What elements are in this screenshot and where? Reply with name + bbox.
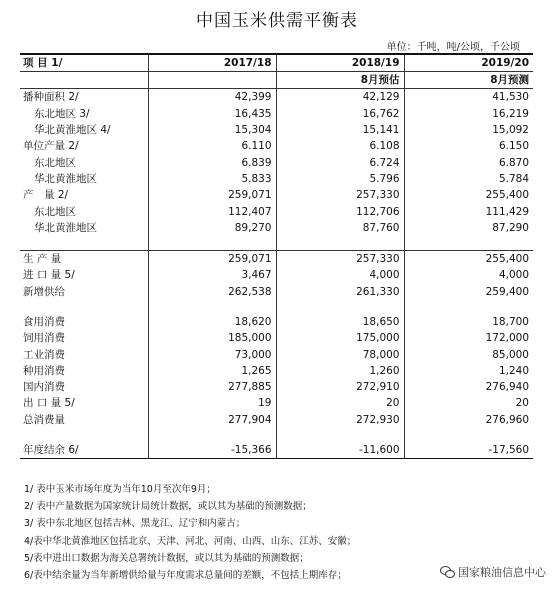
balance-table bbox=[20, 53, 533, 459]
spacer-cell bbox=[20, 236, 148, 251]
spacer-cell bbox=[404, 300, 533, 314]
cell-value: 175,000 bbox=[276, 330, 404, 346]
cell-value: 18,700 bbox=[404, 314, 533, 330]
row-label: 饲用消费 bbox=[23, 332, 65, 345]
cell-value: -11,600 bbox=[276, 442, 404, 459]
spacer-cell bbox=[148, 300, 276, 314]
cell-value: 6.108 bbox=[276, 138, 404, 154]
cell-value: 15,304 bbox=[148, 122, 276, 138]
spacer-row bbox=[20, 236, 533, 251]
spacer-cell bbox=[148, 236, 276, 251]
cell-value: 42,399 bbox=[148, 89, 276, 106]
row-label: 东北地区 bbox=[34, 156, 76, 169]
table-row bbox=[20, 138, 533, 154]
table-row bbox=[20, 284, 533, 300]
spacer-cell bbox=[20, 300, 148, 314]
row-label: 生 产 量 bbox=[20, 250, 148, 267]
cell-value: 4,000 bbox=[404, 267, 533, 283]
cell-value: 73,000 bbox=[148, 346, 276, 362]
cell-value: 276,940 bbox=[404, 379, 533, 395]
subheader-col-2017 bbox=[148, 72, 276, 89]
wechat-icon bbox=[440, 566, 454, 578]
cell-value: 16,435 bbox=[148, 106, 276, 122]
cell-value: 261,330 bbox=[276, 284, 404, 300]
row-label: 食用消费 bbox=[23, 316, 65, 328]
spacer-cell bbox=[276, 236, 404, 251]
cell-value: 272,910 bbox=[276, 379, 404, 395]
cell-value: 5.796 bbox=[276, 171, 404, 187]
row-label: 出 口 量 5/ bbox=[23, 397, 75, 410]
cell-value: -17,560 bbox=[404, 442, 533, 459]
cell-value: 15,092 bbox=[404, 122, 533, 138]
table-row bbox=[20, 442, 533, 459]
header-col-2017: 2017/18 bbox=[148, 54, 276, 72]
row-label: 华北黄淮地区 bbox=[34, 221, 97, 234]
table-row bbox=[20, 379, 533, 395]
row-label: 年度结余 6/ bbox=[20, 442, 148, 459]
cell-value: 112,407 bbox=[148, 203, 276, 219]
cell-value: 257,330 bbox=[276, 250, 404, 267]
header-col-2019: 2019/20 bbox=[404, 54, 533, 72]
cell-value: 111,429 bbox=[404, 203, 533, 219]
unit-note: 单位：千吨，吨/公顷，千公顷 bbox=[386, 42, 520, 53]
table-row bbox=[20, 330, 533, 346]
cell-value: 6.110 bbox=[148, 138, 276, 154]
table-row bbox=[20, 267, 533, 283]
cell-value: 257,330 bbox=[276, 187, 404, 203]
cell-value: 185,000 bbox=[148, 330, 276, 346]
subheader-blank bbox=[20, 72, 148, 89]
header-col-2018: 2018/19 bbox=[276, 54, 404, 72]
row-label: 华北黄淮地区 bbox=[34, 172, 97, 185]
subheader-row bbox=[20, 72, 533, 89]
spacer-cell bbox=[276, 428, 404, 442]
subheader-col-2019: 8月预测 bbox=[404, 72, 533, 89]
table-row bbox=[20, 314, 533, 330]
table-row bbox=[20, 346, 533, 362]
table-row bbox=[20, 203, 533, 219]
cell-value: 15,141 bbox=[276, 122, 404, 138]
row-label: 国内消费 bbox=[23, 381, 65, 394]
table-row bbox=[20, 250, 533, 267]
footnote: 3/ 表中东北地区包括吉林、黑龙江、辽宁和内蒙古； bbox=[24, 518, 246, 530]
row-label: 东北地区 3/ bbox=[34, 107, 90, 120]
cell-value: 6.839 bbox=[148, 154, 276, 170]
table-row bbox=[20, 89, 533, 106]
cell-value: 255,400 bbox=[404, 250, 533, 267]
cell-value: 78,000 bbox=[276, 346, 404, 362]
cell-value: 16,762 bbox=[276, 106, 404, 122]
footnotes bbox=[24, 481, 356, 584]
footnote: 4/表中华北黄淮地区包括北京、天津、河北、河南、山西、山东、江苏、安徽； bbox=[24, 535, 357, 547]
cell-value: 89,270 bbox=[148, 220, 276, 236]
row-label: 种用消费 bbox=[23, 364, 65, 377]
row-label: 新增供给 bbox=[23, 285, 65, 298]
cell-value: 272,930 bbox=[276, 412, 404, 428]
table-row bbox=[20, 412, 533, 428]
row-label: 产 量 2/ bbox=[23, 189, 69, 202]
page-title: 中国玉米供需平衡表 bbox=[196, 11, 358, 31]
cell-value: 1,265 bbox=[148, 363, 276, 379]
table-row bbox=[20, 187, 533, 203]
cell-value: 20 bbox=[276, 395, 404, 411]
cell-value: 259,400 bbox=[404, 284, 533, 300]
cell-value: 5.833 bbox=[148, 171, 276, 187]
spacer-cell bbox=[404, 236, 533, 251]
table-row bbox=[20, 106, 533, 122]
header-item: 项 目 1/ bbox=[20, 54, 148, 72]
cell-value: 276,960 bbox=[404, 412, 533, 428]
spacer-row bbox=[20, 300, 533, 314]
row-label: 进 口 量 5/ bbox=[23, 269, 75, 282]
cell-value: 6.870 bbox=[404, 154, 533, 170]
cell-value: 1,240 bbox=[404, 363, 533, 379]
cell-value: 87,760 bbox=[276, 220, 404, 236]
cell-value: 4,000 bbox=[276, 267, 404, 283]
cell-value: -15,366 bbox=[148, 442, 276, 459]
cell-value: 262,538 bbox=[148, 284, 276, 300]
row-label: 工业消费 bbox=[23, 348, 65, 361]
row-label: 单位产量 2/ bbox=[23, 140, 79, 153]
cell-value: 87,290 bbox=[404, 220, 533, 236]
subheader-col-2018: 8月预估 bbox=[276, 72, 404, 89]
header-row bbox=[20, 54, 533, 72]
row-label: 总消费量 bbox=[23, 413, 65, 426]
table-row bbox=[20, 395, 533, 411]
cell-value: 5.784 bbox=[404, 171, 533, 187]
table-row bbox=[20, 363, 533, 379]
cell-value: 255,400 bbox=[404, 187, 533, 203]
cell-value: 20 bbox=[404, 395, 533, 411]
cell-value: 85,000 bbox=[404, 346, 533, 362]
cell-value: 277,904 bbox=[148, 412, 276, 428]
spacer-cell bbox=[20, 428, 148, 442]
table-row bbox=[20, 122, 533, 138]
cell-value: 18,620 bbox=[148, 314, 276, 330]
cell-value: 6.724 bbox=[276, 154, 404, 170]
row-label: 华北黄淮地区 4/ bbox=[34, 124, 111, 137]
spacer-row bbox=[20, 428, 533, 442]
footnote: 1/ 表中玉米市场年度为当年10月至次年9月； bbox=[24, 484, 216, 495]
cell-value: 259,071 bbox=[148, 250, 276, 267]
footnote: 6/表中结余量为当年新增供给量与年度需求总量间的差额，不包括上期库存； bbox=[24, 570, 347, 582]
footnote: 2/ 表中产量数据为国家统计局统计数据，或以其为基础的预测数据； bbox=[24, 501, 312, 513]
table-row bbox=[20, 154, 533, 170]
table-row bbox=[20, 220, 533, 236]
cell-value: 259,071 bbox=[148, 187, 276, 203]
spacer-cell bbox=[148, 428, 276, 442]
spacer-cell bbox=[276, 300, 404, 314]
cell-value: 6.150 bbox=[404, 138, 533, 154]
cell-value: 19 bbox=[148, 395, 276, 411]
cell-value: 172,000 bbox=[404, 330, 533, 346]
cell-value: 42,129 bbox=[276, 89, 404, 106]
watermark-text: 国家粮油信息中心 bbox=[458, 566, 546, 579]
spacer-cell bbox=[404, 428, 533, 442]
cell-value: 16,219 bbox=[404, 106, 533, 122]
footnote: 5/表中进出口数据为海关总署统计数据，或以其为基础的预测数据； bbox=[24, 552, 309, 564]
watermark bbox=[440, 564, 546, 580]
table-row bbox=[20, 171, 533, 187]
cell-value: 277,885 bbox=[148, 379, 276, 395]
cell-value: 18,650 bbox=[276, 314, 404, 330]
cell-value: 3,467 bbox=[148, 267, 276, 283]
cell-value: 1,260 bbox=[276, 363, 404, 379]
cell-value: 112,706 bbox=[276, 203, 404, 219]
cell-value: 41,530 bbox=[404, 89, 533, 106]
row-label: 播种面积 2/ bbox=[23, 91, 79, 104]
row-label: 东北地区 bbox=[34, 205, 76, 218]
